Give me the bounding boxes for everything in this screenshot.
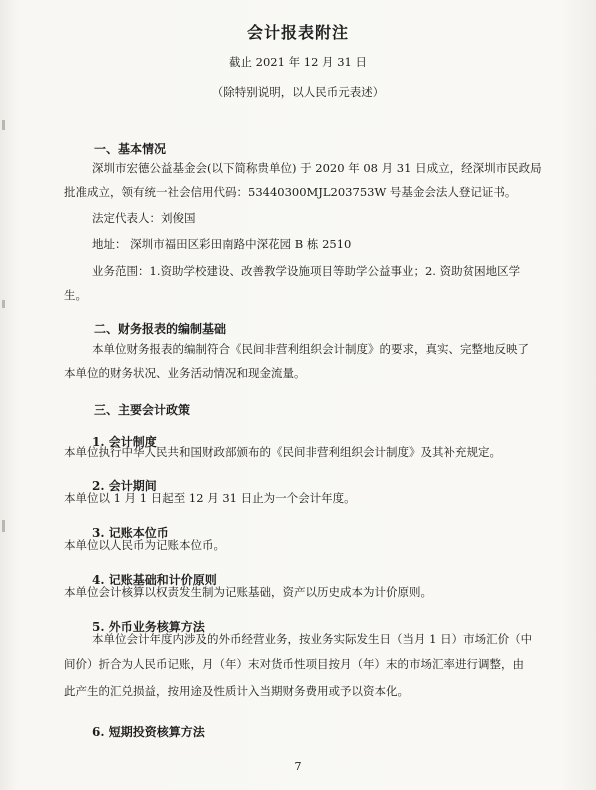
paragraph-line: 本单位的财务状况、业务活动情况和现金流量。: [64, 366, 306, 380]
page-number: 7: [294, 760, 302, 773]
paragraph-line: 间价）折合为人民币记账，月（年）末对货币性项目按月（年）末的市场汇率进行调整，由: [64, 657, 524, 671]
subsection-heading: 5. 外币业务核算方法: [92, 620, 205, 634]
scan-edge-mark: [2, 300, 5, 308]
legal-representative: 法定代表人：刘俊国: [92, 211, 196, 225]
paragraph-line: 本单位会计核算以权责发生制为记账基础，资产以历史成本为计价原则。: [64, 585, 432, 599]
scan-edge-mark: [2, 520, 5, 532]
paragraph-line: 本单位以人民币为记账本位币。: [64, 538, 225, 552]
subsection-heading: 4. 记账基础和计价原则: [92, 573, 217, 587]
date-line: 截止 2021 年 12 月 31 日: [229, 55, 367, 69]
paragraph-line: 本单位以 1 月 1 日起至 12 月 31 日止为一个会计年度。: [64, 491, 356, 505]
paragraph-line: 本单位执行中华人民共和国财政部颁布的《民间非营利组织会计制度》及其补充规定。: [64, 445, 501, 459]
paragraph-line: 此产生的汇兑损益，按用途及性质计入当期财务费用或予以资本化。: [64, 684, 409, 698]
paragraph-line: 生。: [64, 288, 87, 302]
address: 地址： 深圳市福田区彩田南路中深花园 B 栋 2510: [92, 237, 352, 251]
scan-edge-mark: [2, 120, 5, 130]
subsection-heading: 3. 记账本位币: [92, 526, 169, 540]
section-heading: 一、基本情况: [94, 142, 167, 156]
section-heading: 三、主要会计政策: [94, 403, 191, 417]
subsection-heading: 1. 会计制度: [92, 435, 157, 449]
currency-note: （除特别说明，以人民币元表述）: [211, 85, 385, 99]
document-title: 会计报表附注: [246, 23, 349, 42]
subsection-heading: 2. 会计期间: [92, 479, 157, 493]
subsection-heading: 6. 短期投资核算方法: [92, 725, 205, 739]
paragraph-line: 本单位财务报表的编制符合《民间非营利组织会计制度》的要求，真实、完整地反映了: [92, 342, 529, 356]
paragraph-line: 批准成立，领有统一社会信用代码：53440300MJL203753W 号基金会法人登记证书。: [64, 185, 517, 199]
paragraph-line: 深圳市宏德公益基金会(以下简称贵单位) 于 2020 年 08 月 31 日成立，经深圳市民政局: [92, 161, 542, 175]
paragraph-line: 本单位会计年度内涉及的外币经营业务，按业务实际发生日（当月 1 日）市场汇价（中: [92, 632, 533, 646]
business-scope: 业务范围：1.资助学校建设、改善教学设施项目等助学公益事业；2. 资助贫困地区学: [92, 264, 521, 278]
section-heading: 二、财务报表的编制基础: [94, 322, 227, 336]
